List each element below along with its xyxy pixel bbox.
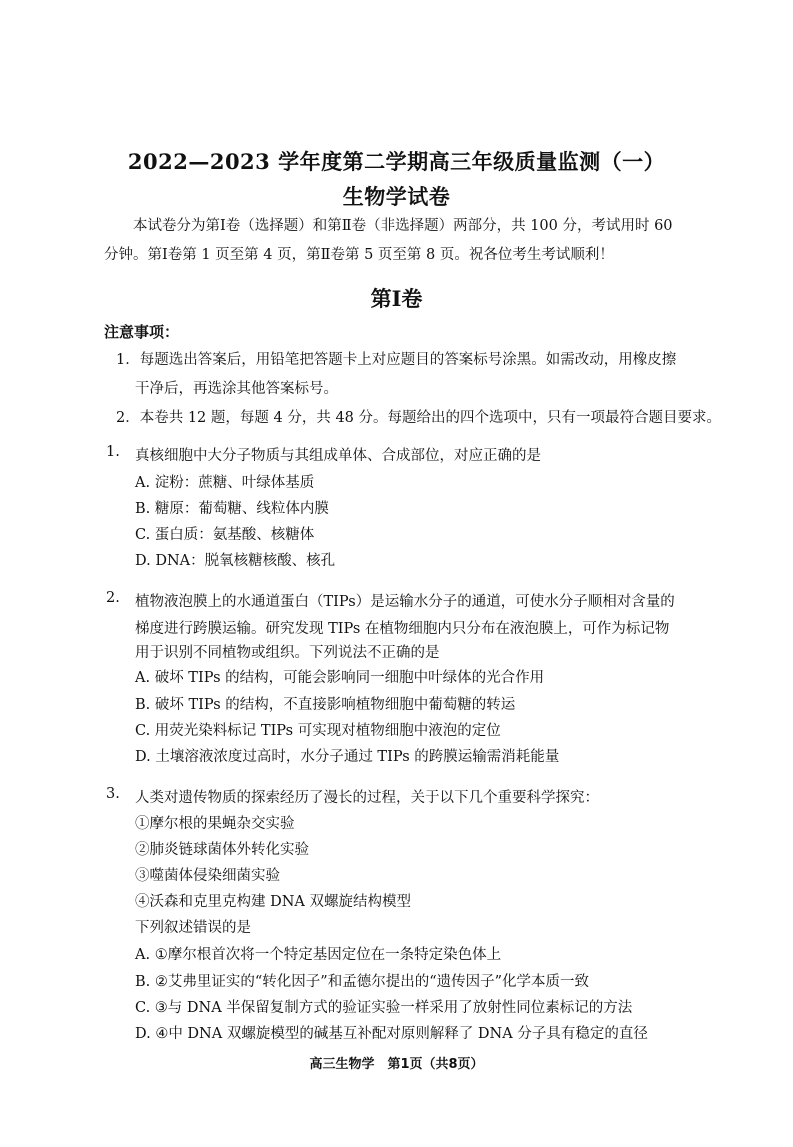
notice-heading: 注意事项： bbox=[104, 323, 180, 341]
notice-item-2: 2．本卷共 12 题，每题 4 分，共 48 分。每题给出的四个选项中，只有一项最符合题目要求。 bbox=[116, 410, 722, 426]
q3-option-d: D. ④中 DNA 双螺旋模型的碱基互补配对原则解释了 DNA 分子具有稳定的直径 bbox=[135, 1026, 648, 1042]
q3-number: 3. bbox=[106, 786, 120, 802]
q2-stem-2: 梯度进行跨膜运输。研究发现 TIPs 在植物细胞内只分布在液泡膜上，可作为标记物 bbox=[135, 621, 670, 637]
q3-experiment-3: ③噬菌体侵染细菌实验 bbox=[135, 868, 280, 884]
q1-option-c: C. 蛋白质：氨基酸、核糖体 bbox=[135, 527, 315, 543]
exam-title: 2022—2023 学年度第二学期高三年级质量监测（一） bbox=[127, 149, 666, 174]
q2-stem-1: 植物液泡膜上的水通道蛋白（TIPs）是运输水分子的通道，可使水分子顺相对含量的 bbox=[135, 594, 675, 610]
q3-experiment-4: ④沃森和克里克构建 DNA 双螺旋结构模型 bbox=[135, 894, 412, 910]
intro-line-2: 分钟。第Ⅰ卷第 1 页至第 4 页，第Ⅱ卷第 5 页至第 8 页。祝各位考生考试顺利！ bbox=[104, 247, 614, 263]
q3-option-c: C. ③与 DNA 半保留复制方式的验证实验一样采用了放射性同位素标记的方法 bbox=[135, 1000, 633, 1016]
page-footer: 高三生物学 第1页（共8页） bbox=[309, 1057, 484, 1072]
q3-option-b: B. ②艾弗里证实的“转化因子”和孟德尔提出的“遗传因子”化学本质一致 bbox=[135, 974, 590, 990]
q3-option-a: A. ①摩尔根首次将一个特定基因定位在一条特定染色体上 bbox=[135, 947, 502, 963]
q1-number: 1. bbox=[106, 444, 120, 460]
q1-stem: 真核细胞中大分子物质与其组成单体、合成部位，对应正确的是 bbox=[135, 448, 541, 464]
exam-subtitle: 生物学试卷 bbox=[342, 184, 451, 209]
notice-item-1-cont: 干净后，再选涂其他答案标号。 bbox=[135, 381, 338, 397]
q3-experiment-1: ①摩尔根的果蝇杂交实验 bbox=[135, 816, 295, 832]
q2-option-c: C. 用荧光染料标记 TIPs 可实现对植物细胞中液泡的定位 bbox=[135, 723, 501, 739]
q1-option-b: B. 糖原：葡萄糖、线粒体内膜 bbox=[135, 501, 329, 517]
q2-number: 2. bbox=[106, 590, 120, 606]
q2-stem-3: 用于识别不同植物或组织。下列说法不正确的是 bbox=[135, 645, 440, 661]
intro-line-1: 本试卷分为第Ⅰ卷（选择题）和第Ⅱ卷（非选择题）两部分，共 100 分，考试用时 60 bbox=[133, 218, 673, 234]
q3-experiment-2: ②肺炎链球菌体外转化实验 bbox=[135, 842, 309, 858]
q2-option-a: A. 破坏 TIPs 的结构，可能会影响同一细胞中叶绿体的光合作用 bbox=[135, 670, 545, 686]
q1-option-a: A. 淀粉：蔗糖、叶绿体基质 bbox=[135, 475, 315, 491]
q1-option-d: D. DNA：脱氧核糖核酸、核孔 bbox=[135, 553, 336, 569]
volume-heading: 第Ⅰ卷 bbox=[370, 286, 423, 311]
q2-option-d: D. 土壤溶液浓度过高时，水分子通过 TIPs 的跨膜运输需消耗能量 bbox=[135, 749, 560, 765]
notice-item-1: 1．每题选出答案后，用铅笔把答题卡上对应题目的答案标号涂黑。如需改动，用橡皮擦 bbox=[116, 352, 677, 368]
q2-option-b: B. 破坏 TIPs 的结构，不直接影响植物细胞中葡萄糖的转运 bbox=[135, 697, 516, 713]
q3-ask: 下列叙述错误的是 bbox=[135, 920, 251, 936]
q3-stem: 人类对遗传物质的探索经历了漫长的过程，关于以下几个重要科学探究： bbox=[135, 790, 599, 806]
